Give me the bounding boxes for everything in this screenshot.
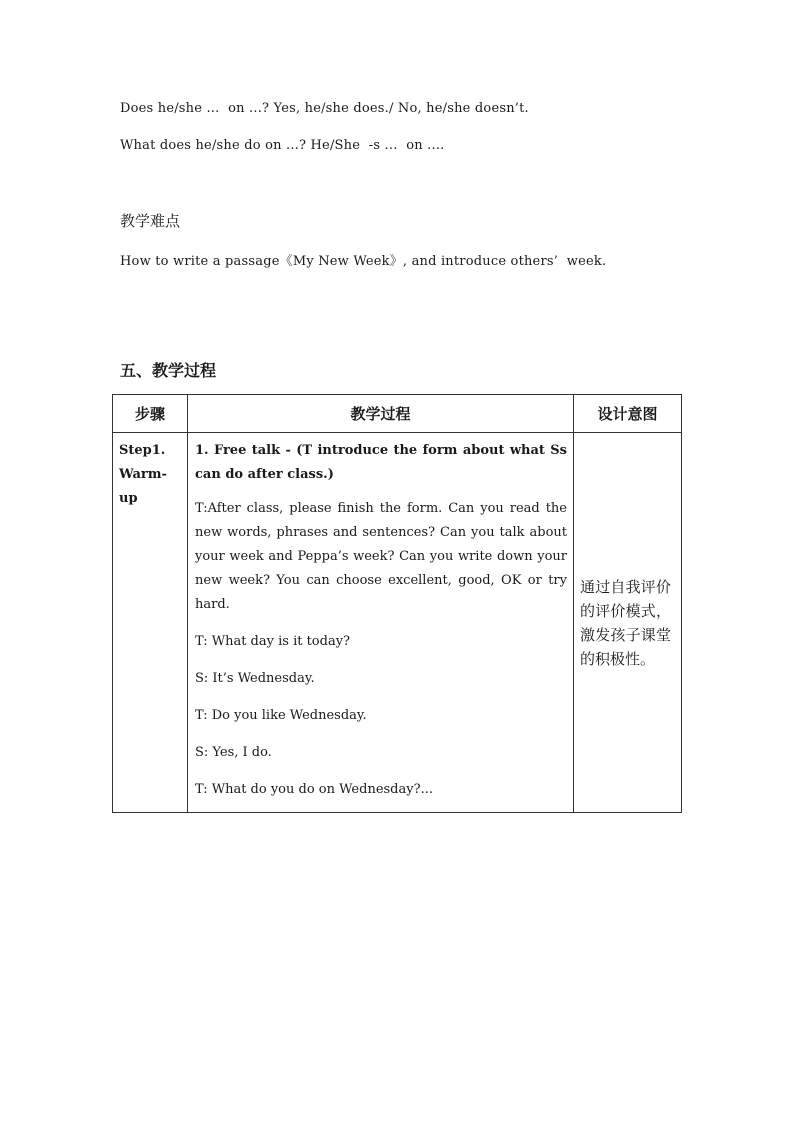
- activity-title: 1. Free talk - (T introduce the form about what Ss can do after class.): [195, 443, 567, 482]
- difficulty-heading: 教学难点: [120, 212, 181, 230]
- sentence-pattern-1: Does he/she ... on ...? Yes, he/she does./ No, he/she doesn’t.: [120, 101, 529, 116]
- teaching-process-table: [112, 394, 682, 813]
- dialog-line: S: It’s Wednesday.: [195, 671, 315, 686]
- step-cell: Step1. Warm-up: [113, 433, 188, 813]
- table-header-row: [113, 395, 682, 433]
- header-process: 教学过程: [188, 395, 574, 433]
- dialog-line: S: Yes, I do.: [195, 745, 272, 760]
- sentence-pattern-2: What does he/she do on ...? He/She -s ... on ....: [120, 138, 445, 153]
- header-step: 步骤: [113, 395, 188, 433]
- dialog-line: T: Do you like Wednesday.: [195, 708, 367, 723]
- activity-intro: T:After class, please finish the form. Can you read the new words, phrases and sentences? Can you talk about your week and Peppa’s week? Can you write down your new week? You can choose excellent, good, OK or try hard.: [195, 501, 567, 612]
- dialog-line: T: What day is it today?: [195, 634, 351, 649]
- header-intent: 设计意图: [574, 395, 682, 433]
- table-row: [113, 433, 682, 813]
- difficulty-text: How to write a passage《My New Week》, and introduce others’ week.: [120, 254, 607, 269]
- process-cell: [188, 433, 574, 813]
- intent-cell: 通过自我评价的评价模式，激发孩子课堂的积极性。: [574, 433, 682, 813]
- dialog-line: T: What do you do on Wednesday?...: [195, 782, 433, 797]
- section-title: 五、教学过程: [120, 361, 217, 380]
